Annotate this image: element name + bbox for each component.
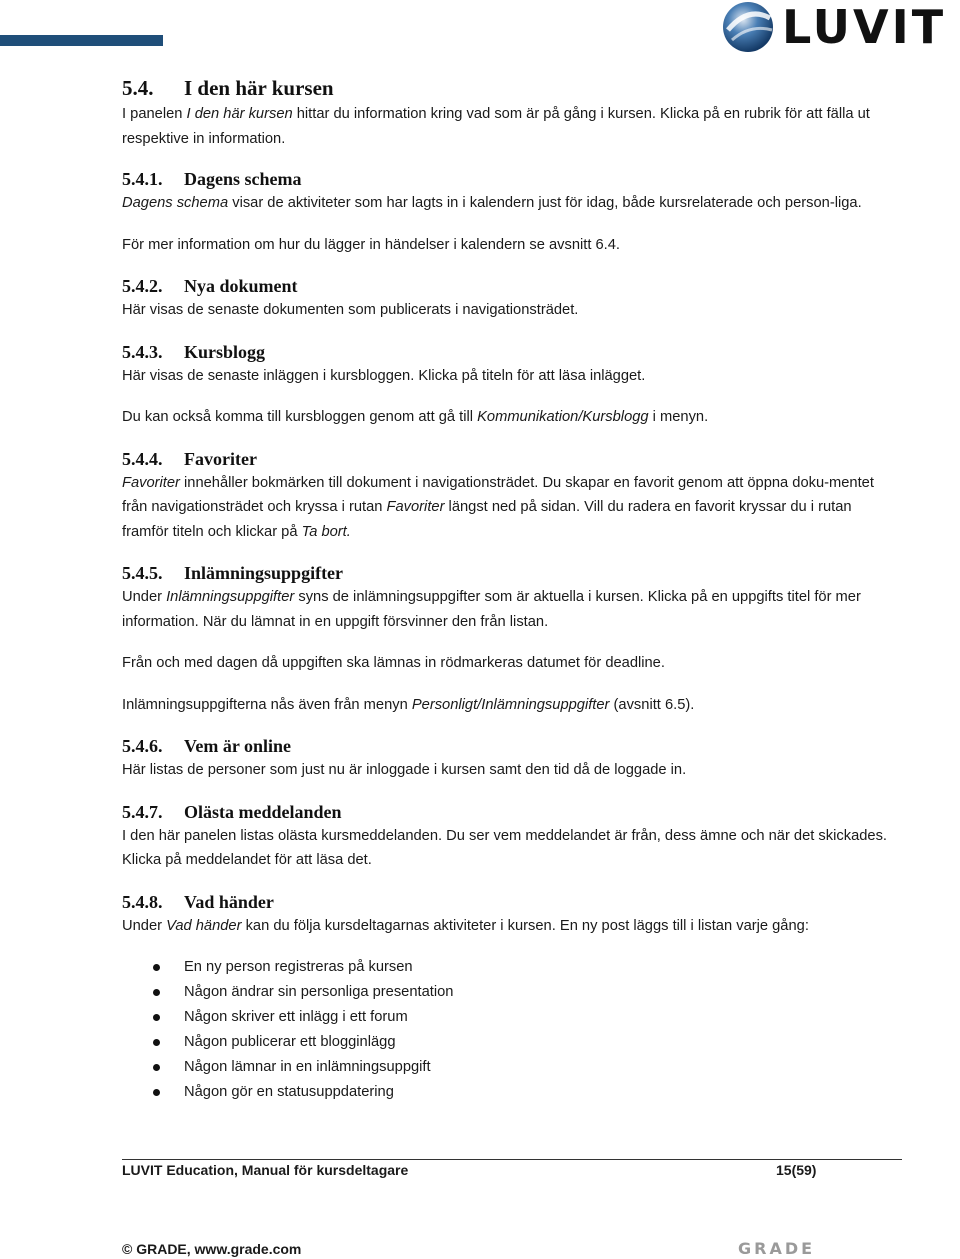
logo-text: LUVIT bbox=[782, 0, 947, 54]
paragraph: Du kan också komma till kursbloggen genom att gå till Kommunikation/Kursblogg i menyn. bbox=[122, 409, 709, 425]
subsection-heading-kursblogg: 5.4.3. Kursblogg bbox=[122, 341, 266, 362]
copyright-text: © GRADE, www.grade.com bbox=[122, 1241, 302, 1257]
section-intro: I panelen I den här kursen hittar du information kring vad som är på gång i kursen. Klicka på en rubrik för att fälla ut respektive in information. bbox=[122, 106, 870, 147]
luvit-logo bbox=[720, 0, 960, 56]
activity-bullet-list bbox=[122, 955, 897, 1105]
page-content bbox=[122, 74, 897, 1105]
subsection-heading-olasta-meddelanden: 5.4.7. Olästa meddelanden bbox=[122, 801, 342, 822]
subsection-heading-vad-hander: 5.4.8. Vad händer bbox=[122, 891, 274, 912]
list-item: En ny person registreras på kursen bbox=[122, 955, 897, 980]
subsection-heading-nya-dokument: 5.4.2. Nya dokument bbox=[122, 276, 298, 296]
paragraph: Dagens schema visar de aktiviteter som har lagts in i kalendern just för idag, både kursrelaterade och person-liga. bbox=[122, 195, 862, 211]
list-item: Någon gör en statusuppdatering bbox=[122, 1080, 897, 1105]
page-number: 15(59) bbox=[776, 1162, 817, 1178]
paragraph: Under Inlämningsuppgifter syns de inlämningsuppgifter som är aktuella i kursen. Klicka på en uppgifts titel för mer information. När du lämnat in en uppgift försvinner den från listan. bbox=[122, 589, 861, 630]
list-item: Någon ändrar sin personliga presentation bbox=[122, 980, 897, 1005]
subsection-heading-dagens-schema: 5.4.1. Dagens schema bbox=[122, 169, 302, 189]
globe-icon bbox=[720, 0, 776, 56]
paragraph: För mer information om hur du lägger in händelser i kalendern se avsnitt 6.4. bbox=[122, 236, 620, 253]
subsection-heading-vem-ar-online: 5.4.6. Vem är online bbox=[122, 736, 292, 756]
list-item: Någon publicerar ett blogginlägg bbox=[122, 1030, 897, 1055]
paragraph: Från och med dagen då uppgiften ska lämnas in rödmarkeras datumet för deadline. bbox=[122, 655, 665, 671]
paragraph: Här visas de senaste inläggen i kursbloggen. Klicka på titeln för att läsa inlägget. bbox=[122, 367, 646, 384]
paragraph: Inlämningsuppgifterna nås även från menyn Personligt/Inlämningsuppgifter (avsnitt 6.5). bbox=[122, 696, 695, 713]
footer-title: LUVIT Education, Manual för kursdeltagare bbox=[122, 1162, 409, 1178]
subsection-heading-inlamningsuppgifter: 5.4.5. Inlämningsuppgifter bbox=[122, 563, 344, 583]
paragraph: Under Vad händer kan du följa kursdeltagarnas aktiviteter i kursen. En ny post läggs till i listan varje gång: bbox=[122, 917, 809, 934]
list-item: Någon skriver ett inlägg i ett forum bbox=[122, 1005, 897, 1030]
section-heading: 5.4. I den här kursen bbox=[122, 76, 334, 100]
paragraph: Här visas de senaste dokumenten som publicerats i navigationsträdet. bbox=[122, 302, 579, 318]
subsection-heading-favoriter: 5.4.4. Favoriter bbox=[122, 448, 257, 469]
footer-divider bbox=[122, 1159, 902, 1160]
grade-logo: GRADE bbox=[738, 1239, 816, 1258]
paragraph: I den här panelen listas olästa kursmeddelanden. Du ser vem meddelandet är från, dess ämne och när det skickades. Klicka på meddelandet för att läsa det. bbox=[122, 827, 887, 868]
header-accent-bar bbox=[0, 35, 163, 46]
paragraph: Här listas de personer som just nu är inloggade i kursen samt den tid då de loggade in. bbox=[122, 762, 687, 778]
list-item: Någon lämnar in en inlämningsuppgift bbox=[122, 1055, 897, 1080]
paragraph: Favoriter innehåller bokmärken till dokument i navigationsträdet. Du skapar en favorit genom att öppna doku-mentet från navigationsträdet och kryssa i rutan Favoriter längst ned på sidan. Vill du radera en favorit kryssar du i rutan framför titeln och klickar på Ta bort. bbox=[122, 474, 874, 540]
